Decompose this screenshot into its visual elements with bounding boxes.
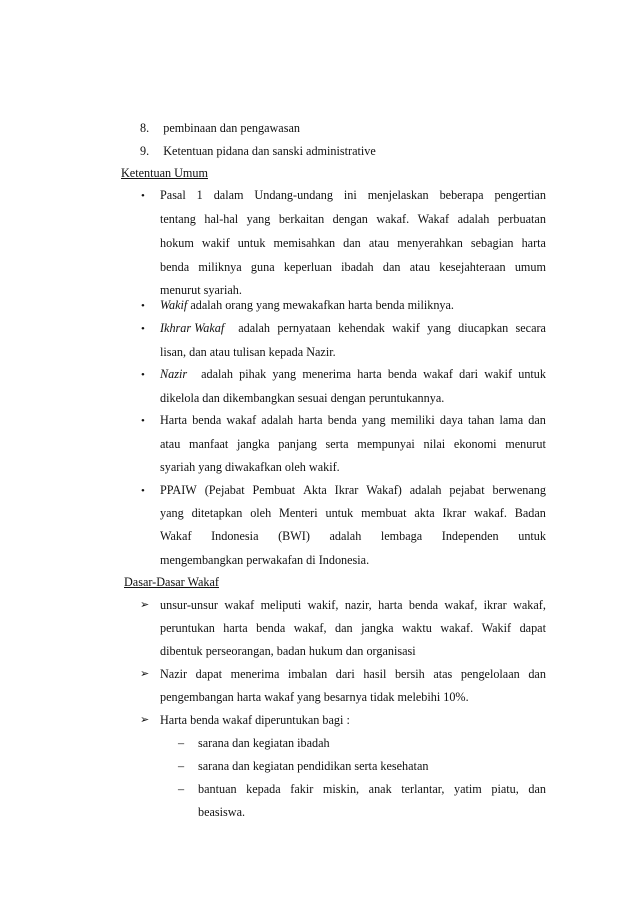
word: untuk xyxy=(325,506,354,520)
bullet-icon: • xyxy=(141,190,145,202)
word: yang xyxy=(246,212,271,226)
word: atau xyxy=(368,236,390,250)
word: harta xyxy=(298,413,323,427)
word: waktu xyxy=(402,621,432,635)
arrow-bullet-icon: ➢ xyxy=(140,668,150,680)
word: harta xyxy=(223,621,248,635)
word: ekonomi xyxy=(453,437,497,451)
word: yang xyxy=(361,413,386,427)
word: harta xyxy=(357,367,382,381)
word: Ikrar xyxy=(442,506,467,520)
word: Ikrar xyxy=(334,483,359,497)
paragraph-line: syariah yang diwakafkan oleh wakif. xyxy=(160,460,340,474)
word: dari xyxy=(459,367,479,381)
word: wakaf xyxy=(423,367,453,381)
word: menerima xyxy=(302,367,352,381)
word: bantuan xyxy=(198,782,237,796)
word: wakaf xyxy=(226,413,257,427)
word: adalah xyxy=(261,413,294,427)
word: Wakaf xyxy=(160,529,192,543)
word: dan xyxy=(528,782,546,796)
word: wakif, xyxy=(307,598,339,612)
word: daya xyxy=(439,413,463,427)
list-text: pembinaan dan pengawasan xyxy=(163,121,300,135)
word: beberapa xyxy=(439,188,484,202)
bullet-icon: • xyxy=(141,369,145,381)
arrow-bullet-icon: ➢ xyxy=(140,599,150,611)
word: adalah xyxy=(409,483,442,497)
definition-text: adalah orang yang mewakafkan harta benda miliknya. xyxy=(187,298,454,312)
word: Nazir xyxy=(160,667,188,681)
word: kehendak xyxy=(338,321,385,335)
word: Harta xyxy=(160,413,188,427)
word: menerima xyxy=(230,667,280,681)
paragraph-line xyxy=(160,187,546,203)
paragraph-line xyxy=(160,412,546,428)
dash-bullet-icon: – xyxy=(178,736,185,750)
section-heading-ketentuan-umum: Ketentuan Umum xyxy=(121,166,208,180)
word: harta xyxy=(521,236,546,250)
dash-bullet-icon: – xyxy=(178,782,185,796)
definition-text xyxy=(201,366,546,382)
paragraph-line: Harta benda wakaf diperuntukan bagi : xyxy=(160,713,350,727)
word: benda xyxy=(192,413,222,427)
word: manfaat xyxy=(189,437,229,451)
list-number: 9. xyxy=(140,144,150,158)
word: dengan xyxy=(332,212,368,226)
word: fakir xyxy=(290,782,314,796)
word: wakaf. xyxy=(474,506,507,520)
term-ikhrar-wakaf: Ikhrar Wakaf xyxy=(160,321,225,335)
bullet-icon: • xyxy=(141,323,145,335)
word: Indonesia xyxy=(211,529,259,543)
word: adalah xyxy=(457,212,490,226)
paragraph-line xyxy=(160,297,454,313)
word: pernyataan xyxy=(277,321,331,335)
word: diucapkan xyxy=(458,321,509,335)
word: PPAIW xyxy=(160,483,197,497)
word: sebagian xyxy=(470,236,514,250)
word: dan xyxy=(528,413,546,427)
word: hokum xyxy=(160,236,194,250)
paragraph-line xyxy=(160,320,546,336)
word: pengelolaan xyxy=(460,667,520,681)
word: ikrar xyxy=(483,598,507,612)
dash-bullet-icon: – xyxy=(178,759,185,773)
word: secara xyxy=(515,321,546,335)
word: wakaf, xyxy=(444,598,478,612)
list-text: Ketentuan pidana dan sanski administrative xyxy=(163,144,376,158)
word: pihak xyxy=(239,367,267,381)
word: hasil xyxy=(363,667,387,681)
word: wakaf, xyxy=(513,598,546,612)
paragraph-line: menurut syariah. xyxy=(160,283,242,297)
word: serta xyxy=(325,437,349,451)
word: untuk xyxy=(237,236,266,250)
paragraph-line xyxy=(160,211,546,227)
word: dapat xyxy=(519,621,546,635)
paragraph-line: pengembangan harta wakaf yang besarnya tidak melebihi 10%. xyxy=(160,690,469,704)
word: menyerahkan xyxy=(397,236,463,250)
paragraph-line xyxy=(160,505,546,521)
word: dari xyxy=(335,667,355,681)
word: benda xyxy=(327,413,357,427)
word: umum xyxy=(514,260,546,274)
word: memiliki xyxy=(390,413,435,427)
word: dan xyxy=(343,236,361,250)
word: lembaga xyxy=(380,529,423,543)
word: atau xyxy=(409,260,431,274)
word: piatu, xyxy=(491,782,519,796)
word: kepada xyxy=(246,782,281,796)
paragraph-line xyxy=(160,666,546,682)
word: pengertian xyxy=(494,188,546,202)
paragraph-line: dikelola dan dikembangkan sesuai dengan peruntukannya. xyxy=(160,391,445,405)
word: miliknya xyxy=(198,260,242,274)
word: jangka xyxy=(237,437,270,451)
paragraph-line xyxy=(160,528,546,544)
bullet-icon: • xyxy=(141,300,145,312)
word: bersih xyxy=(394,667,425,681)
word: yang xyxy=(427,321,451,335)
list-item xyxy=(140,143,376,159)
word: menjelaskan xyxy=(367,188,429,202)
word: atas xyxy=(433,667,453,681)
word: oleh xyxy=(250,506,272,520)
word: Undang-undang xyxy=(254,188,333,202)
word: untuk xyxy=(518,529,546,543)
paragraph-line xyxy=(160,366,546,382)
section-heading-dasar-dasar-wakaf: Dasar-Dasar Wakaf xyxy=(124,575,219,589)
word: memisahkan xyxy=(273,236,336,250)
definition-text xyxy=(238,320,546,336)
word: guna xyxy=(250,260,275,274)
word: miskin, xyxy=(322,782,360,796)
sub-list-item xyxy=(198,781,546,797)
word: akta xyxy=(414,506,435,520)
term-nazir: Nazir xyxy=(160,367,188,381)
word: peruntukan xyxy=(160,621,215,635)
paragraph-line: dibentuk perseorangan, badan hukum dan organisasi xyxy=(160,644,416,658)
paragraph-line xyxy=(160,235,546,251)
word: tahan xyxy=(467,413,495,427)
word: wakif xyxy=(201,236,230,250)
word: ini xyxy=(343,188,357,202)
word: yang xyxy=(160,506,184,520)
paragraph-line: lisan, dan atau tulisan kepada Nazir. xyxy=(160,345,336,359)
word: wakif xyxy=(484,367,513,381)
paragraph-line xyxy=(160,620,546,636)
word: Wakaf) xyxy=(366,483,402,497)
word: kesejahteraan xyxy=(439,260,506,274)
word: nazir, xyxy=(344,598,372,612)
word: unsur-unsur xyxy=(160,598,218,612)
word: Menteri xyxy=(279,506,318,520)
word: Independen xyxy=(441,529,499,543)
word: Akta xyxy=(303,483,327,497)
word: hal-hal xyxy=(204,212,239,226)
word: yang xyxy=(272,367,297,381)
word: nilai xyxy=(423,437,446,451)
word: (Pejabat xyxy=(204,483,245,497)
word: lama xyxy=(499,413,524,427)
paragraph-line xyxy=(160,436,546,452)
term-wakif: Wakif xyxy=(160,298,188,312)
word: untuk xyxy=(518,367,546,381)
word: wakaf, xyxy=(293,621,327,635)
word: wakaf. xyxy=(376,212,410,226)
word: terlantar, xyxy=(401,782,445,796)
word: benda xyxy=(256,621,286,635)
word: adalah xyxy=(201,367,233,381)
bullet-icon: • xyxy=(141,415,145,427)
sub-list-item: beasiswa. xyxy=(198,805,246,819)
word: imbalan xyxy=(287,667,328,681)
word: meliputi xyxy=(260,598,302,612)
word: Badan xyxy=(514,506,546,520)
word: keperluan xyxy=(283,260,332,274)
word: dan xyxy=(335,621,353,635)
word: benda xyxy=(387,367,417,381)
word: anak xyxy=(368,782,392,796)
word: wakaf. xyxy=(440,621,474,635)
word: Wakaf xyxy=(417,212,450,226)
word: berwenang xyxy=(492,483,546,497)
paragraph-line xyxy=(160,597,546,613)
word: yatim xyxy=(454,782,482,796)
list-number: 8. xyxy=(140,121,150,135)
word: berkaitan xyxy=(278,212,325,226)
word: menurut xyxy=(505,437,546,451)
paragraph-line xyxy=(160,259,546,275)
word: membuat xyxy=(361,506,407,520)
word: adalah xyxy=(238,321,271,335)
word: dan xyxy=(382,260,401,274)
word: pejabat xyxy=(449,483,485,497)
paragraph-line xyxy=(160,482,546,498)
word: (BWI) xyxy=(278,529,310,543)
word: benda xyxy=(408,598,439,612)
word: perbuatan xyxy=(497,212,546,226)
paragraph-line: mengembangkan perwakafan di Indonesia. xyxy=(160,553,370,567)
word: harta xyxy=(378,598,403,612)
word: mempunyai xyxy=(357,437,415,451)
word: jangka xyxy=(361,621,394,635)
sub-list-item: sarana dan kegiatan ibadah xyxy=(198,736,330,750)
word: Pembuat xyxy=(252,483,296,497)
word: 1 xyxy=(196,188,203,202)
word: dan xyxy=(528,667,546,681)
word: wakif xyxy=(392,321,420,335)
arrow-bullet-icon: ➢ xyxy=(140,714,150,726)
word: atau xyxy=(160,437,181,451)
word: ditetapkan xyxy=(191,506,243,520)
word: tentang xyxy=(160,212,196,226)
word: Pasal xyxy=(160,188,186,202)
word: panjang xyxy=(278,437,317,451)
word: dalam xyxy=(213,188,244,202)
word: Wakif xyxy=(481,621,512,635)
list-item xyxy=(140,120,300,136)
word: adalah xyxy=(329,529,362,543)
word: wakaf xyxy=(224,598,255,612)
bullet-icon: • xyxy=(141,485,145,497)
word: dapat xyxy=(195,667,223,681)
word: ibadah xyxy=(341,260,374,274)
sub-list-item: sarana dan kegiatan pendidikan serta kesehatan xyxy=(198,759,429,773)
word: benda xyxy=(160,260,190,274)
